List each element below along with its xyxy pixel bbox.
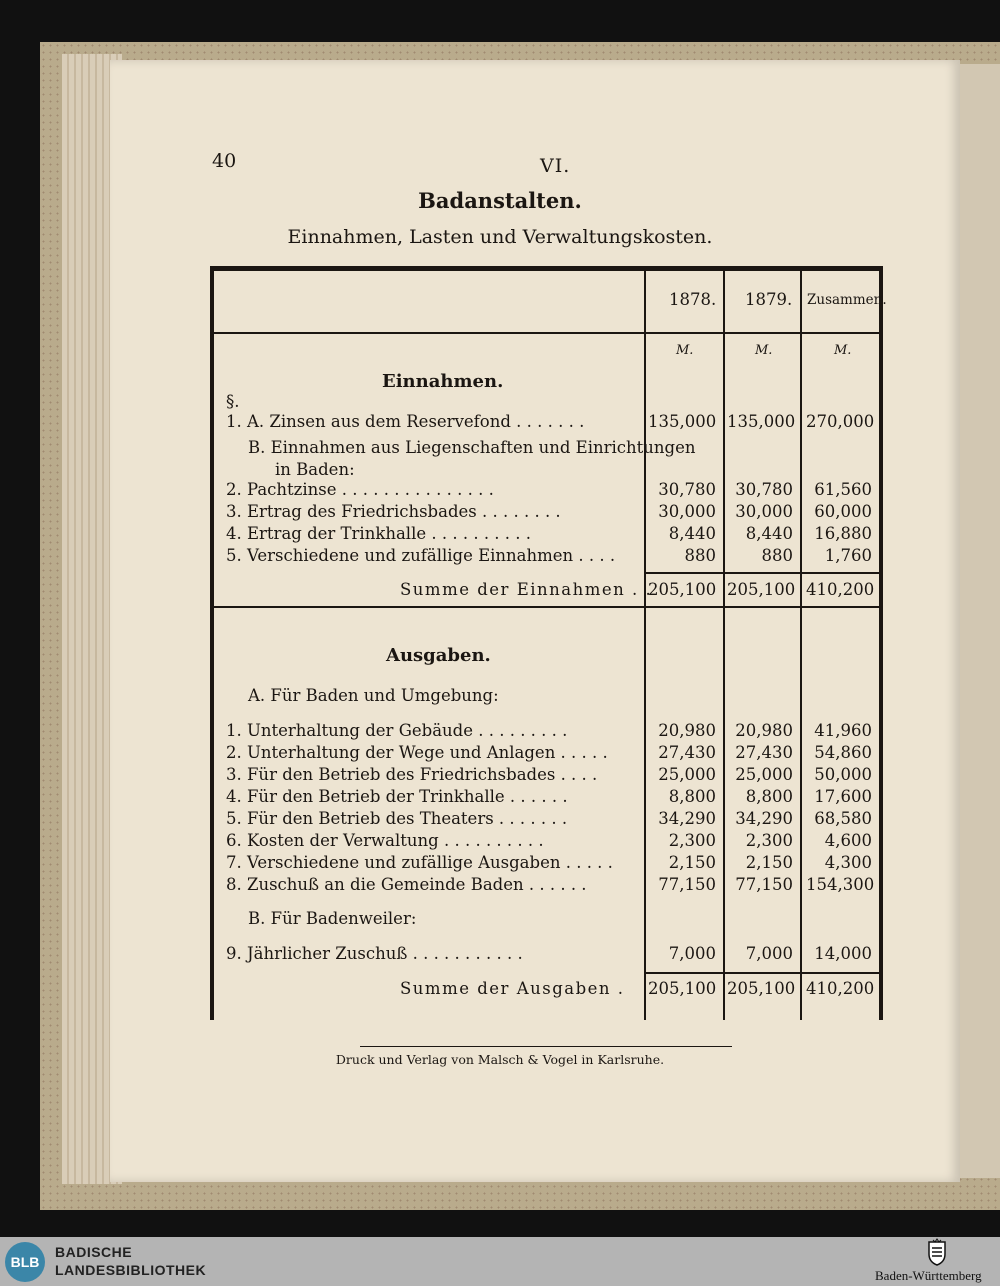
- income-row-label: 3. Ertrag des Friedrichsbades . . . . . . . .: [226, 502, 561, 521]
- cell-v1879: 30,780: [735, 480, 793, 499]
- expenses-subheading-a: A. Für Baden und Umgebung:: [248, 686, 499, 705]
- page-subtitle: Einnahmen, Lasten und Verwaltungskosten.: [287, 226, 713, 248]
- expense-row-label: 1. Unterhaltung der Gebäude . . . . . . . . .: [226, 721, 568, 740]
- cell-total: 410,200: [806, 580, 875, 599]
- cell-v1878: 135,000: [648, 412, 717, 431]
- expenses-sum-label: Summe der Ausgaben .: [400, 979, 625, 998]
- cell-v1878: 20,980: [658, 721, 716, 740]
- cell-v1879: 2,150: [745, 853, 793, 872]
- cell-v1879: 205,100: [727, 580, 796, 599]
- cell-total: 16,880: [814, 524, 872, 543]
- expense-row-label: 5. Für den Betrieb des Theaters . . . . . . .: [226, 809, 568, 828]
- expense-row-label: 9. Jährlicher Zuschuß . . . . . . . . . . .: [226, 944, 523, 963]
- cell-v1878: 77,150: [658, 875, 716, 894]
- cell-total: 1,760: [824, 546, 872, 565]
- cell-v1879: 880: [761, 546, 793, 565]
- cell-v1878: 25,000: [658, 765, 716, 784]
- library-name-line2: LANDESBIBLIOTHEK: [55, 1262, 207, 1278]
- income-row-label: in Baden:: [275, 460, 355, 479]
- cell-v1879: 25,000: [735, 765, 793, 784]
- section-sign: §.: [226, 392, 240, 411]
- printer-imprint: Druck und Verlag von Malsch & Vogel in Karlsruhe.: [335, 1052, 665, 1067]
- cell-v1879: 205,100: [727, 979, 796, 998]
- column-divider: [723, 266, 725, 1020]
- column-divider: [644, 266, 646, 1020]
- expenses-heading: Ausgaben.: [386, 645, 491, 666]
- cell-total: 14,000: [814, 944, 872, 963]
- expense-row-label: 8. Zuschuß an die Gemeinde Baden . . . . . .: [226, 875, 587, 894]
- income-heading: Einnahmen.: [382, 371, 504, 392]
- cell-v1879: 135,000: [727, 412, 796, 431]
- cell-v1878: 34,290: [658, 809, 716, 828]
- table-left-border: [210, 266, 214, 1020]
- cell-v1879: 77,150: [735, 875, 793, 894]
- page-title: Badanstalten.: [418, 188, 582, 213]
- finance-table: [210, 266, 887, 1020]
- table-top-border: [210, 266, 883, 271]
- state-name[interactable]: Baden-Württemberg: [875, 1268, 982, 1283]
- income-row-label: 5. Verschiedene und zufällige Einnahmen . . . .: [226, 546, 616, 565]
- income-row-label: 1. A. Zinsen aus dem Reservefond . . . . . . .: [226, 412, 585, 431]
- unit-label: M.: [755, 343, 773, 358]
- table-right-border: [879, 266, 883, 1020]
- expense-row-label: 6. Kosten der Verwaltung . . . . . . . . . .: [226, 831, 544, 850]
- section-number: VI.: [540, 155, 571, 177]
- column-divider: [800, 266, 802, 1020]
- cell-total: 270,000: [806, 412, 875, 431]
- unit-label: M.: [834, 343, 852, 358]
- cell-v1878: 27,430: [658, 743, 716, 762]
- cell-total: 154,300: [806, 875, 875, 894]
- cell-v1878: 205,100: [648, 580, 717, 599]
- column-header-total: Zusammen.: [807, 292, 887, 308]
- sum-rule-top: [644, 972, 883, 974]
- column-header-1879: 1879.: [745, 290, 793, 309]
- cell-total: 41,960: [814, 721, 872, 740]
- cell-v1878: 30,000: [658, 502, 716, 521]
- expense-row-label: 4. Für den Betrieb der Trinkhalle . . . . . .: [226, 787, 568, 806]
- cell-v1878: 7,000: [668, 944, 716, 963]
- cell-total: 68,580: [814, 809, 872, 828]
- library-name[interactable]: [55, 1243, 206, 1279]
- expense-row-label: 3. Für den Betrieb des Friedrichsbades . . . .: [226, 765, 598, 784]
- cell-v1878: 8,800: [668, 787, 716, 806]
- cell-total: 410,200: [806, 979, 875, 998]
- coat-of-arms-icon: [925, 1238, 949, 1266]
- cell-total: 50,000: [814, 765, 872, 784]
- income-row-label: 2. Pachtzinse . . . . . . . . . . . . . . .: [226, 480, 494, 499]
- expense-row-label: 2. Unterhaltung der Wege und Anlagen . . . . .: [226, 743, 608, 762]
- cell-v1878: 2,150: [668, 853, 716, 872]
- expenses-subheading-b: B. Für Badenweiler:: [248, 909, 417, 928]
- cell-total: 17,600: [814, 787, 872, 806]
- unit-label: M.: [676, 343, 694, 358]
- sum-rule-bottom: [210, 606, 883, 608]
- income-row-label: 4. Ertrag der Trinkhalle . . . . . . . . . .: [226, 524, 532, 543]
- cell-v1879: 8,440: [745, 524, 793, 543]
- cell-v1879: 34,290: [735, 809, 793, 828]
- income-sum-label: Summe der Einnahmen . .: [400, 580, 653, 599]
- cell-total: 4,600: [824, 831, 872, 850]
- cell-v1878: 30,780: [658, 480, 716, 499]
- cell-v1878: 880: [684, 546, 716, 565]
- cell-total: 4,300: [824, 853, 872, 872]
- footer-rule: [360, 1046, 732, 1047]
- cell-total: 54,860: [814, 743, 872, 762]
- income-row-label: B. Einnahmen aus Liegenschaften und Einrichtungen: [248, 438, 696, 457]
- blb-logo[interactable]: BLB: [5, 1242, 45, 1282]
- cell-v1878: 2,300: [668, 831, 716, 850]
- cell-v1878: 8,440: [668, 524, 716, 543]
- page-number: 40: [212, 150, 237, 172]
- cell-v1878: 205,100: [648, 979, 717, 998]
- header-rule: [210, 332, 883, 334]
- sum-rule-top: [644, 572, 883, 574]
- cell-total: 60,000: [814, 502, 872, 521]
- cell-v1879: 8,800: [745, 787, 793, 806]
- library-name-line1: BADISCHE: [55, 1244, 133, 1260]
- column-header-1878: 1878.: [669, 290, 717, 309]
- cell-v1879: 2,300: [745, 831, 793, 850]
- cell-v1879: 27,430: [735, 743, 793, 762]
- cell-total: 61,560: [814, 480, 872, 499]
- expense-row-label: 7. Verschiedene und zufällige Ausgaben . . . . .: [226, 853, 613, 872]
- cell-v1879: 20,980: [735, 721, 793, 740]
- cell-v1879: 7,000: [745, 944, 793, 963]
- cell-v1879: 30,000: [735, 502, 793, 521]
